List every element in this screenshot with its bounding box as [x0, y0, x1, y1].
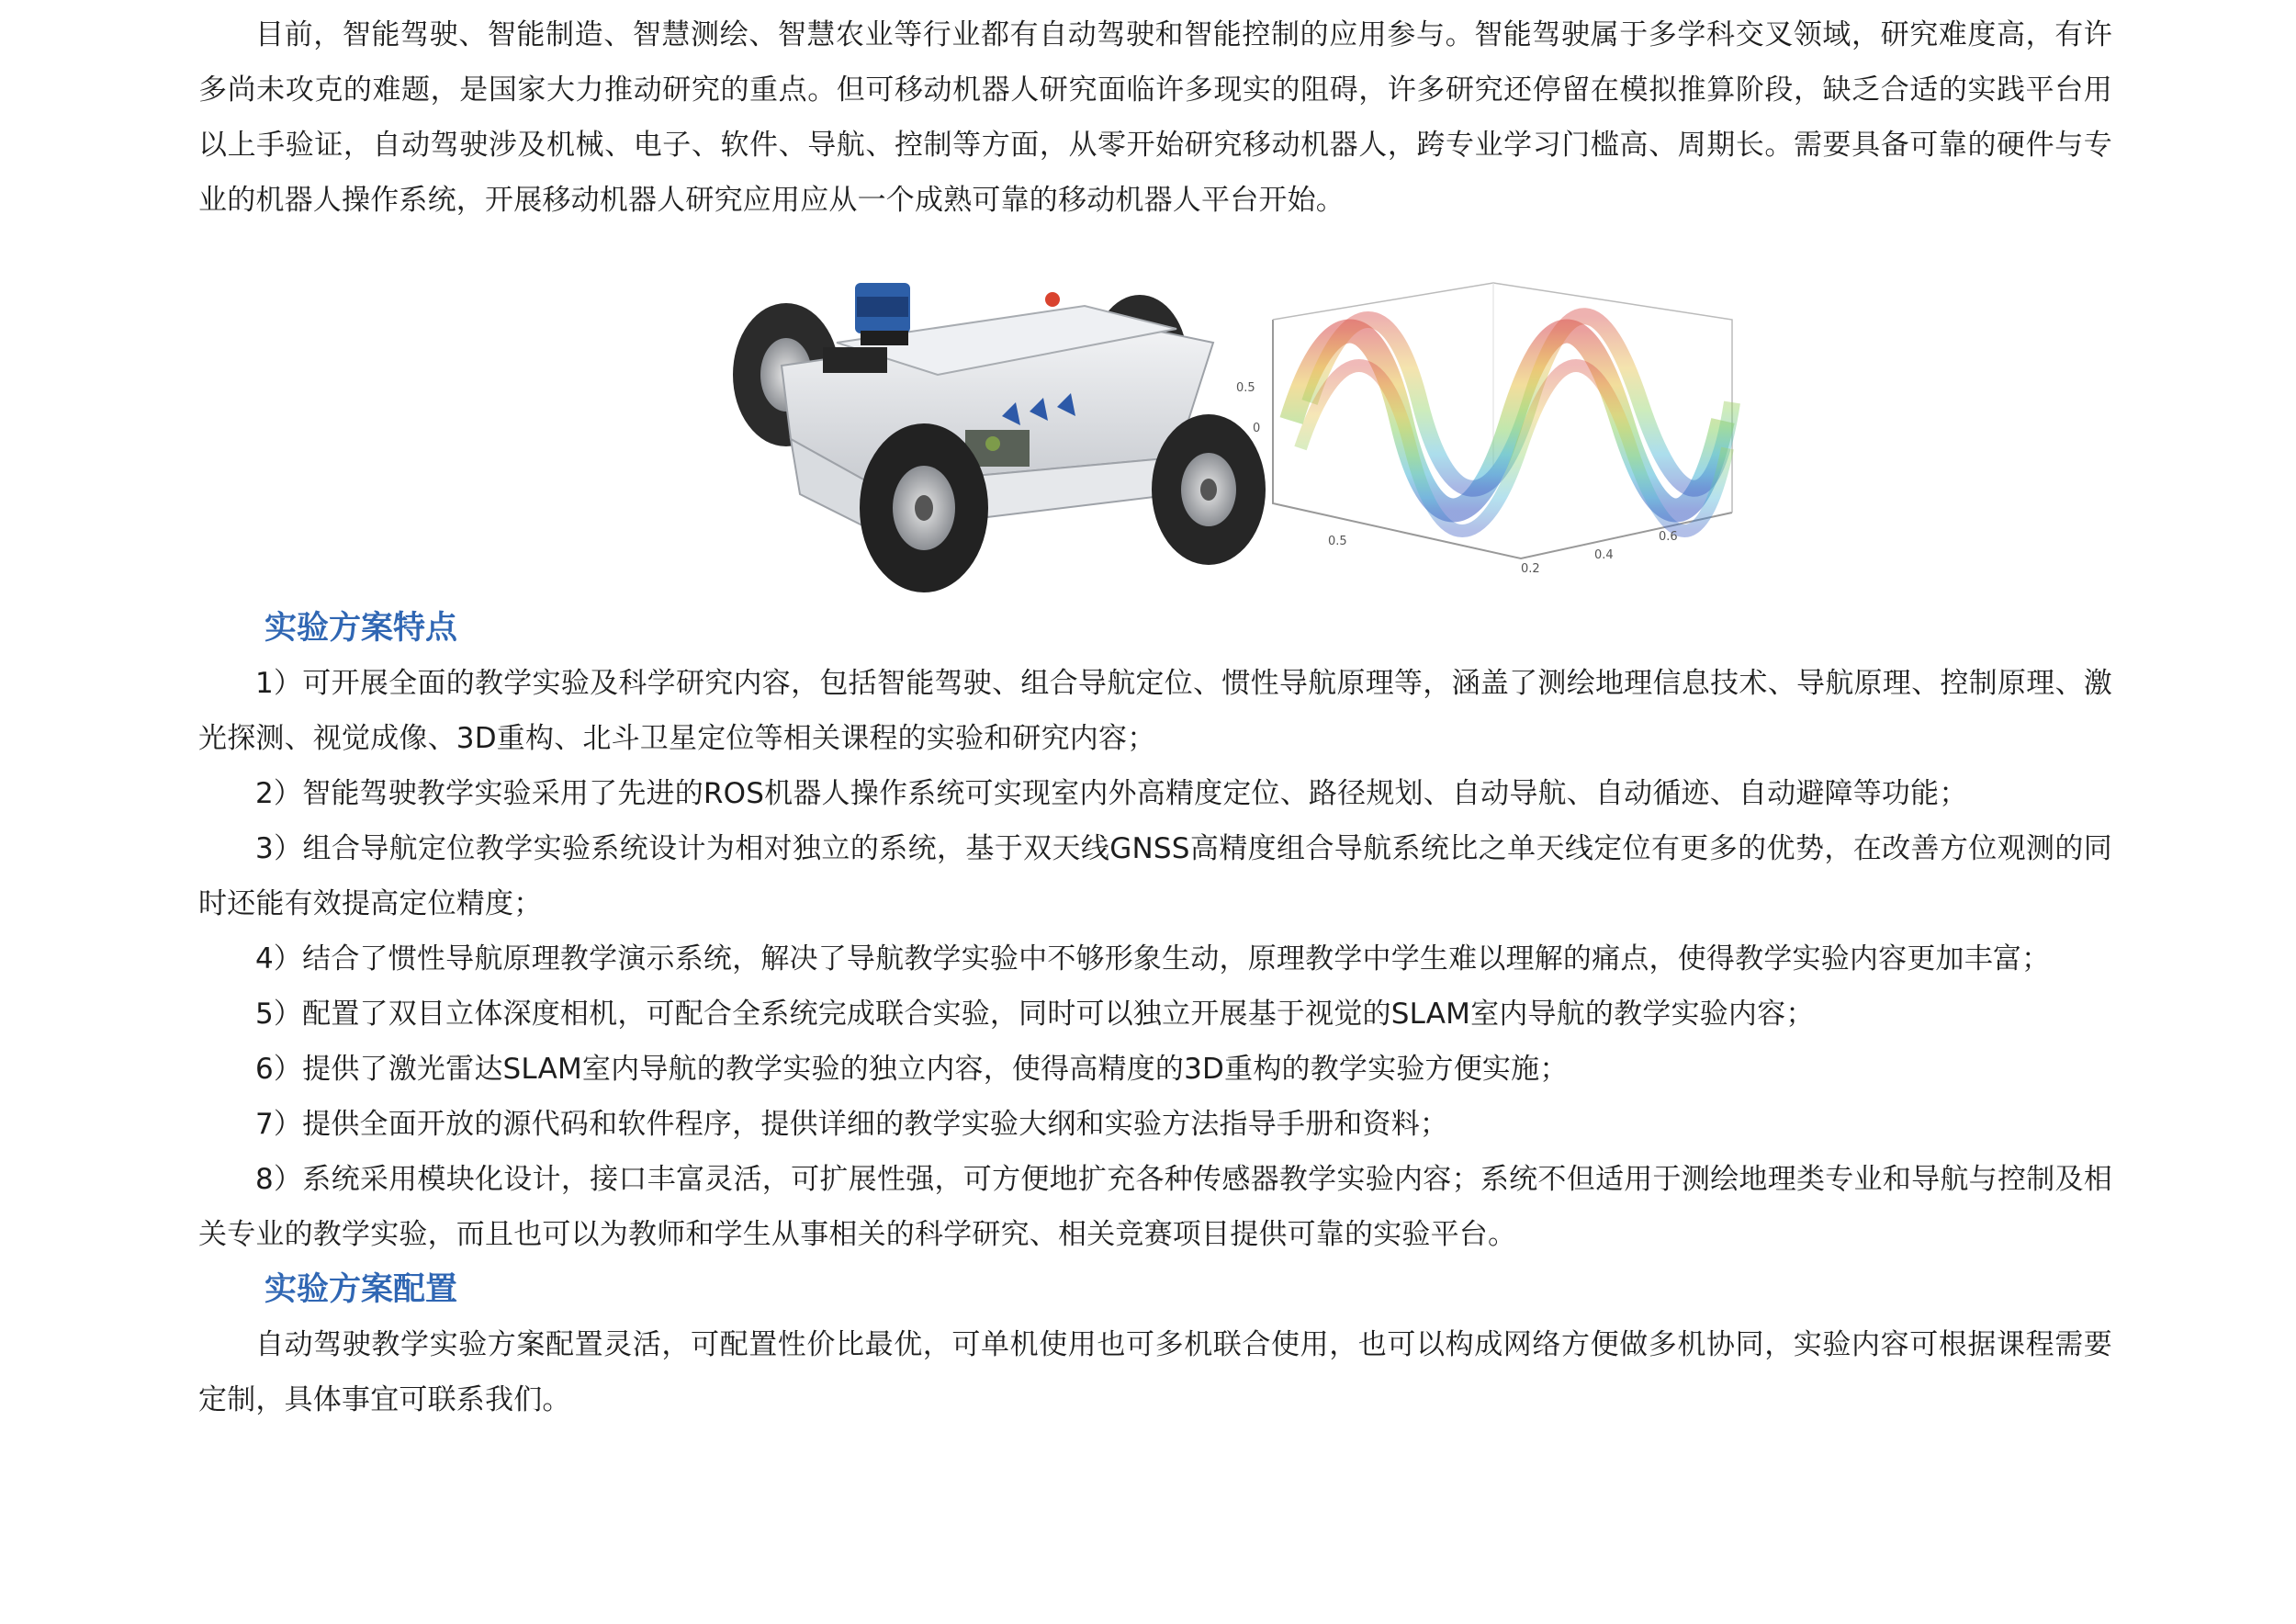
feature-item: 2）智能驾驶教学实验采用了先进的ROS机器人操作系统可实现室内外高精度定位、路径规划、自动导航、自动循迹、自动避障等功能；	[255, 777, 1968, 810]
product-figure	[198, 228, 2112, 601]
feature-item: 7）提供全面开放的源代码和软件程序，提供详细的教学实验大纲和实验方法指导手册和资料；	[255, 1108, 1449, 1141]
plot-tick-label: 0	[1253, 422, 1261, 435]
plot-tick-label: 0.4	[1594, 548, 1614, 562]
feature-item: 1）可开展全面的教学实验及科学研究内容，包括智能驾驶、组合导航定位、惯性导航原理等，涵盖了测绘地理信息技术、导航原理、控制原理、激光探测、视觉成像、3D重构、北斗卫星定位等相关课程的实验和研究内容；	[198, 667, 2112, 755]
plot-tick-label: 0.5	[1328, 535, 1347, 548]
config-paragraph: 自动驾驶教学实验方案配置灵活，可配置性价比最优，可单机使用也可多机联合使用，也可以构成网络方便做多机协同，实验内容可根据课程需要定制，具体事宜可联系我们。	[198, 1328, 2112, 1416]
feature-item: 5）配置了双目立体深度相机，可配合全系统完成联合实验，同时可以独立开展基于视觉的SLAM室内导航的教学实验内容；	[255, 998, 1815, 1031]
features-heading: 实验方案特点	[264, 610, 458, 647]
plot-tick-label: 0.5	[1236, 381, 1255, 395]
feature-item: 6）提供了激光雷达SLAM室内导航的教学实验的独立内容，使得高精度的3D重构的教学实验方便实施；	[255, 1053, 1569, 1086]
feature-item: 4）结合了惯性导航原理教学演示系统，解决了导航教学实验中不够形象生动，原理教学中学生难以理解的痛点，使得教学实验内容更加丰富；	[255, 942, 2051, 976]
intro-paragraph: 目前，智能驾驶、智能制造、智慧测绘、智慧农业等行业都有自动驾驶和智能控制的应用参与。智能驾驶属于多学科交叉领域，研究难度高，有许多尚未攻克的难题，是国家大力推动研究的重点。但可移动机器人研究面临许多现实的阻碍，许多研究还停留在模拟推算阶段，缺乏合适的实践平台用以上手验证，自动驾驶涉及机械、电子、软件、导航、控制等方面，从零开始研究移动机器人，跨专业学习门槛高、周期长。需要具备可靠的硬件与专业的机器人操作系统，开展移动机器人研究应用应从一个成熟可靠的移动机器人平台开始。	[198, 18, 2112, 217]
plot-tick-label: 0.6	[1659, 530, 1678, 544]
config-heading: 实验方案配置	[264, 1271, 458, 1308]
feature-item: 3）组合导航定位教学实验系统设计为相对独立的系统，基于双天线GNSS高精度组合导航系统比之单天线定位有更多的优势，在改善方位观测的同时还能有效提高定位精度；	[198, 832, 2112, 920]
document-page	[198, 0, 2112, 1427]
feature-item: 8）系统采用模块化设计，接口丰富灵活，可扩展性强，可方便地扩充各种传感器教学实验内容；系统不但适用于测绘地理类专业和导航与控制及相关专业的教学实验，而且也可以为教师和学生从事相关的科学研究、相关竞赛项目提供可靠的实验平台。	[198, 1163, 2112, 1251]
plot-tick-label: 0.2	[1521, 562, 1540, 576]
3d-surface-plot-image	[1218, 265, 1824, 577]
